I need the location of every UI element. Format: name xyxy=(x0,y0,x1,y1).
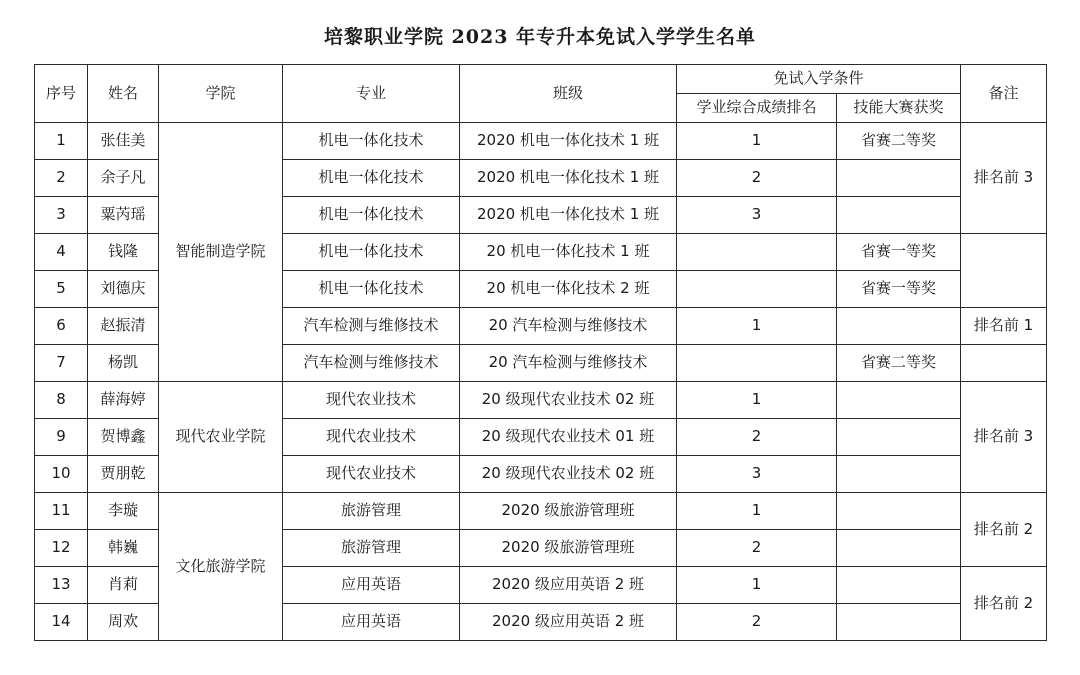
cell-major: 旅游管理 xyxy=(283,493,460,530)
cell-seq: 14 xyxy=(35,604,88,641)
table-row xyxy=(35,382,1047,419)
cell-major: 机电一体化技术 xyxy=(283,160,460,197)
cell-major: 现代农业技术 xyxy=(283,382,460,419)
cell-rank xyxy=(677,234,837,271)
cell-seq: 12 xyxy=(35,530,88,567)
cell-major: 现代农业技术 xyxy=(283,456,460,493)
cell-rank: 2 xyxy=(677,604,837,641)
cell-class: 20 机电一体化技术 2 班 xyxy=(460,271,677,308)
cell-award xyxy=(837,493,961,530)
cell-class: 2020 级应用英语 2 班 xyxy=(460,604,677,641)
cell-seq: 2 xyxy=(35,160,88,197)
header-note: 备注 xyxy=(961,65,1047,123)
cell-name: 周欢 xyxy=(88,604,159,641)
cell-rank: 1 xyxy=(677,382,837,419)
cell-class: 2020 机电一体化技术 1 班 xyxy=(460,197,677,234)
cell-note: 排名前 3 xyxy=(961,382,1047,493)
cell-class: 2020 级旅游管理班 xyxy=(460,493,677,530)
cell-name: 贾朋乾 xyxy=(88,456,159,493)
cell-class: 20 级现代农业技术 02 班 xyxy=(460,382,677,419)
cell-college: 智能制造学院 xyxy=(159,123,283,382)
table-body xyxy=(35,123,1047,641)
cell-rank: 1 xyxy=(677,308,837,345)
header-award: 技能大赛获奖 xyxy=(837,94,961,123)
cell-note: 排名前 2 xyxy=(961,567,1047,641)
cell-rank xyxy=(677,271,837,308)
cell-rank: 2 xyxy=(677,419,837,456)
cell-note xyxy=(961,345,1047,382)
cell-name: 薛海婷 xyxy=(88,382,159,419)
cell-rank: 1 xyxy=(677,123,837,160)
cell-name: 刘德庆 xyxy=(88,271,159,308)
cell-rank: 3 xyxy=(677,456,837,493)
cell-award xyxy=(837,419,961,456)
cell-award: 省赛二等奖 xyxy=(837,123,961,160)
cell-major: 机电一体化技术 xyxy=(283,197,460,234)
cell-award xyxy=(837,382,961,419)
cell-major: 机电一体化技术 xyxy=(283,123,460,160)
cell-note: 排名前 1 xyxy=(961,308,1047,345)
cell-name: 余子凡 xyxy=(88,160,159,197)
cell-class: 20 机电一体化技术 1 班 xyxy=(460,234,677,271)
cell-class: 20 汽车检测与维修技术 xyxy=(460,345,677,382)
cell-seq: 3 xyxy=(35,197,88,234)
header-major: 专业 xyxy=(283,65,460,123)
cell-name: 杨凯 xyxy=(88,345,159,382)
cell-award xyxy=(837,160,961,197)
cell-award: 省赛二等奖 xyxy=(837,345,961,382)
cell-seq: 10 xyxy=(35,456,88,493)
cell-seq: 1 xyxy=(35,123,88,160)
cell-rank: 2 xyxy=(677,160,837,197)
cell-award xyxy=(837,530,961,567)
cell-note: 排名前 3 xyxy=(961,123,1047,234)
cell-award xyxy=(837,604,961,641)
cell-seq: 8 xyxy=(35,382,88,419)
student-table xyxy=(34,64,1047,641)
cell-class: 2020 机电一体化技术 1 班 xyxy=(460,123,677,160)
header-rank: 学业综合成绩排名 xyxy=(677,94,837,123)
cell-rank: 2 xyxy=(677,530,837,567)
cell-award xyxy=(837,567,961,604)
cell-seq: 6 xyxy=(35,308,88,345)
header-conditions: 免试入学条件 xyxy=(677,65,961,94)
cell-class: 2020 级应用英语 2 班 xyxy=(460,567,677,604)
cell-class: 20 汽车检测与维修技术 xyxy=(460,308,677,345)
cell-major: 机电一体化技术 xyxy=(283,271,460,308)
cell-name: 李璇 xyxy=(88,493,159,530)
cell-class: 20 级现代农业技术 01 班 xyxy=(460,419,677,456)
cell-major: 汽车检测与维修技术 xyxy=(283,345,460,382)
cell-class: 2020 机电一体化技术 1 班 xyxy=(460,160,677,197)
cell-rank: 1 xyxy=(677,567,837,604)
cell-rank: 3 xyxy=(677,197,837,234)
cell-seq: 11 xyxy=(35,493,88,530)
header-seq: 序号 xyxy=(35,65,88,123)
header-name: 姓名 xyxy=(88,65,159,123)
cell-class: 2020 级旅游管理班 xyxy=(460,530,677,567)
cell-college: 文化旅游学院 xyxy=(159,493,283,641)
cell-seq: 13 xyxy=(35,567,88,604)
cell-major: 现代农业技术 xyxy=(283,419,460,456)
cell-seq: 7 xyxy=(35,345,88,382)
cell-award: 省赛一等奖 xyxy=(837,271,961,308)
cell-seq: 4 xyxy=(35,234,88,271)
cell-note xyxy=(961,234,1047,308)
cell-major: 应用英语 xyxy=(283,604,460,641)
cell-rank xyxy=(677,345,837,382)
page-title: 培黎职业学院 2023 年专升本免试入学学生名单 xyxy=(323,26,757,48)
cell-rank: 1 xyxy=(677,493,837,530)
table-row xyxy=(35,493,1047,530)
cell-note: 排名前 2 xyxy=(961,493,1047,567)
cell-name: 张佳美 xyxy=(88,123,159,160)
cell-award: 省赛一等奖 xyxy=(837,234,961,271)
cell-major: 汽车检测与维修技术 xyxy=(283,308,460,345)
cell-major: 应用英语 xyxy=(283,567,460,604)
cell-name: 赵振清 xyxy=(88,308,159,345)
table-row xyxy=(35,123,1047,160)
cell-name: 肖莉 xyxy=(88,567,159,604)
cell-college: 现代农业学院 xyxy=(159,382,283,493)
cell-seq: 9 xyxy=(35,419,88,456)
cell-name: 贺博鑫 xyxy=(88,419,159,456)
cell-major: 机电一体化技术 xyxy=(283,234,460,271)
cell-seq: 5 xyxy=(35,271,88,308)
header-class: 班级 xyxy=(460,65,677,123)
cell-major: 旅游管理 xyxy=(283,530,460,567)
cell-award xyxy=(837,308,961,345)
cell-name: 钱隆 xyxy=(88,234,159,271)
cell-award xyxy=(837,197,961,234)
cell-award xyxy=(837,456,961,493)
header-college: 学院 xyxy=(159,65,283,123)
cell-name: 韩巍 xyxy=(88,530,159,567)
cell-class: 20 级现代农业技术 02 班 xyxy=(460,456,677,493)
cell-name: 粟芮瑶 xyxy=(88,197,159,234)
